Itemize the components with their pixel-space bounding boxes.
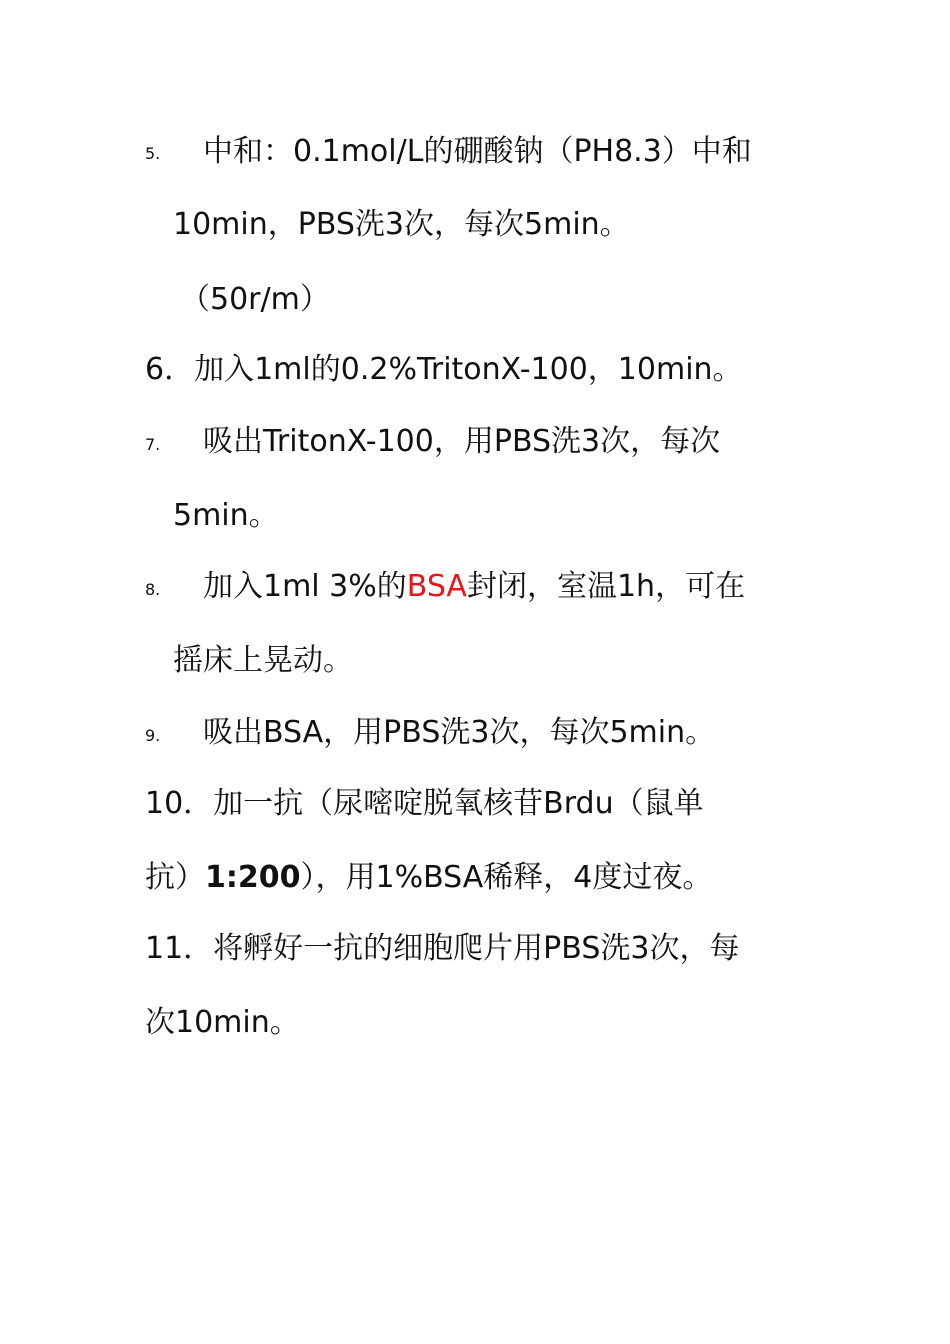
step-8-line-2: 摇床上晃动。: [173, 643, 353, 678]
step-5-number: 5.: [145, 144, 161, 163]
step-9-number: 9.: [145, 726, 161, 745]
step-9-line-1: 吸出BSA，用PBS洗3次，每次5min。: [203, 715, 716, 750]
step-7-line-1: 吸出TritonX-100，用PBS洗3次，每次: [203, 424, 721, 459]
step-8-line-1: [203, 567, 745, 607]
dilution-ratio: 1:200: [205, 860, 301, 895]
step-5-line-3: （50r/m）: [180, 282, 330, 317]
step-10-line-1: 10．加一抗（尿嘧啶脱氧核苷Brdu（鼠单: [145, 786, 704, 821]
bsa-highlight: BSA: [406, 569, 467, 604]
step-10-line-2-post: ），用1%BSA稀释，4度过夜。: [300, 860, 713, 895]
step-11-line-2: 次10min。: [145, 1005, 300, 1040]
step-8-number: 8.: [145, 580, 161, 599]
step-5-line-2: 10min，PBS洗3次，每次5min。: [173, 207, 630, 242]
step-10-line-2-pre: 抗）: [145, 860, 205, 895]
step-5-line-1: 中和：0.1mol/L的硼酸钠（PH8.3）中和: [203, 134, 752, 169]
step-6-line-1: 6．加入1ml的0.2%TritonX-100，10min。: [145, 352, 743, 387]
step-7-number: 7.: [145, 435, 161, 454]
step-10-line-2: [145, 858, 712, 898]
step-7-line-2: 5min。: [173, 498, 279, 533]
step-8-line-1-pre: 加入1ml 3%的: [203, 569, 407, 604]
step-8-line-1-post: 封闭，室温1h，可在: [466, 569, 746, 604]
step-11-line-1: 11．将孵好一抗的细胞爬片用PBS洗3次，每: [145, 931, 740, 966]
